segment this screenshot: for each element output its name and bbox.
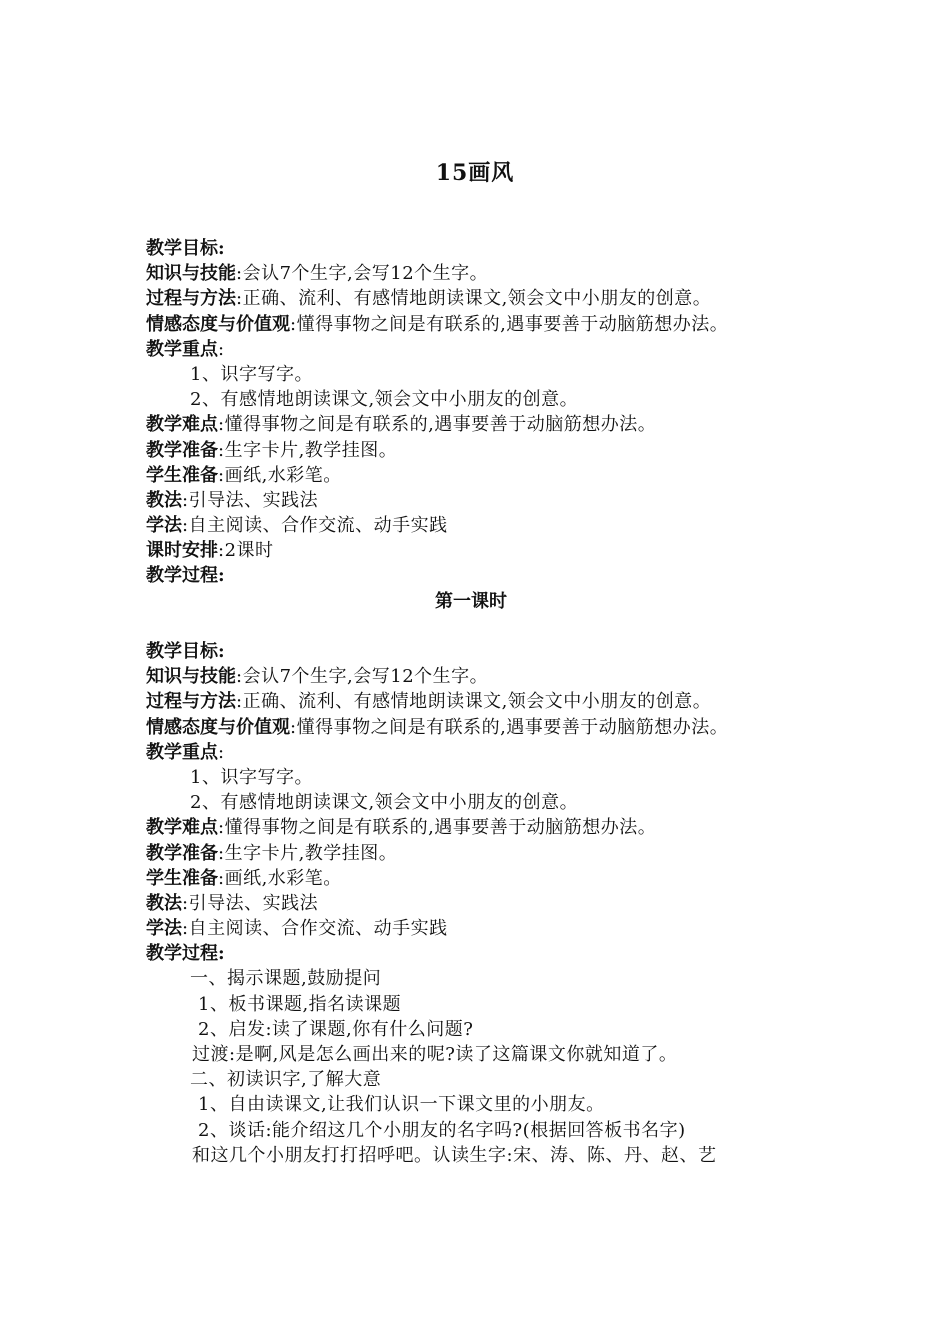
- key-points-heading: 教学重点:: [146, 338, 225, 360]
- knowledge-skills-line: 知识与技能:会认7个生字,会写12个生字。: [146, 263, 489, 285]
- student-prep-line: 学生准备:画纸,水彩笔。: [146, 464, 342, 486]
- learning-method-line: 学法:自主阅读、合作交流、动手实践: [146, 918, 448, 940]
- process-step: 2、谈话:能介绍这几个小朋友的名字吗?(根据回答板书名字): [198, 1119, 686, 1141]
- page-title: 15画风: [435, 160, 515, 186]
- teaching-method-line: 教法:引导法、实践法: [146, 892, 319, 914]
- document-body: [146, 236, 826, 1168]
- lesson-one-heading: 第一课时: [435, 590, 507, 612]
- process-step: 1、自由读课文,让我们认识一下课文里的小朋友。: [198, 1094, 605, 1116]
- process-step: 过渡:是啊,风是怎么画出来的呢?读了这篇课文你就知道了。: [192, 1044, 678, 1066]
- class-hours-line: 课时安排:2课时: [146, 540, 274, 562]
- difficulty-line: 教学难点:懂得事物之间是有联系的,遇事要善于动脑筋想办法。: [146, 817, 657, 839]
- learning-method-line: 学法:自主阅读、合作交流、动手实践: [146, 515, 448, 537]
- student-prep-line: 学生准备:画纸,水彩笔。: [146, 867, 342, 889]
- objectives-heading: 教学目标:: [146, 641, 225, 663]
- key-point-item: 2、有感情地朗读课文,领会文中小朋友的创意。: [190, 389, 579, 411]
- key-points-heading: 教学重点:: [146, 741, 225, 763]
- knowledge-skills-line: 知识与技能:会认7个生字,会写12个生字。: [146, 666, 489, 688]
- objectives-heading: 教学目标:: [146, 238, 225, 259]
- process-method-line: 过程与方法:正确、流利、有感情地朗读课文,领会文中小朋友的创意。: [146, 691, 712, 713]
- teaching-process-heading: 教学过程:: [146, 943, 225, 965]
- process-step: 一、揭示课题,鼓励提问: [190, 968, 382, 990]
- teaching-method-line: 教法:引导法、实践法: [146, 489, 319, 511]
- teaching-process-heading: 教学过程:: [146, 565, 225, 587]
- key-point-item: 1、识字写字。: [190, 766, 313, 788]
- process-step: 二、初读识字,了解大意: [190, 1069, 382, 1091]
- key-point-item: 1、识字写字。: [190, 363, 313, 385]
- process-step: 和这几个小朋友打打招呼吧。认读生字:宋、涛、陈、丹、赵、艺: [192, 1144, 717, 1166]
- emotion-values-line: 情感态度与价值观:懂得事物之间是有联系的,遇事要善于动脑筋想办法。: [146, 313, 729, 335]
- key-point-item: 2、有感情地朗读课文,领会文中小朋友的创意。: [190, 792, 579, 814]
- difficulty-line: 教学难点:懂得事物之间是有联系的,遇事要善于动脑筋想办法。: [146, 414, 657, 436]
- process-step: 2、启发:读了课题,你有什么问题?: [198, 1018, 474, 1040]
- teaching-prep-line: 教学准备:生字卡片,教学挂图。: [146, 842, 398, 864]
- teaching-prep-line: 教学准备:生字卡片,教学挂图。: [146, 439, 398, 461]
- process-method-line: 过程与方法:正确、流利、有感情地朗读课文,领会文中小朋友的创意。: [146, 288, 712, 310]
- emotion-values-line: 情感态度与价值观:懂得事物之间是有联系的,遇事要善于动脑筋想办法。: [146, 716, 729, 738]
- process-step: 1、板书课题,指名读课题: [198, 993, 402, 1015]
